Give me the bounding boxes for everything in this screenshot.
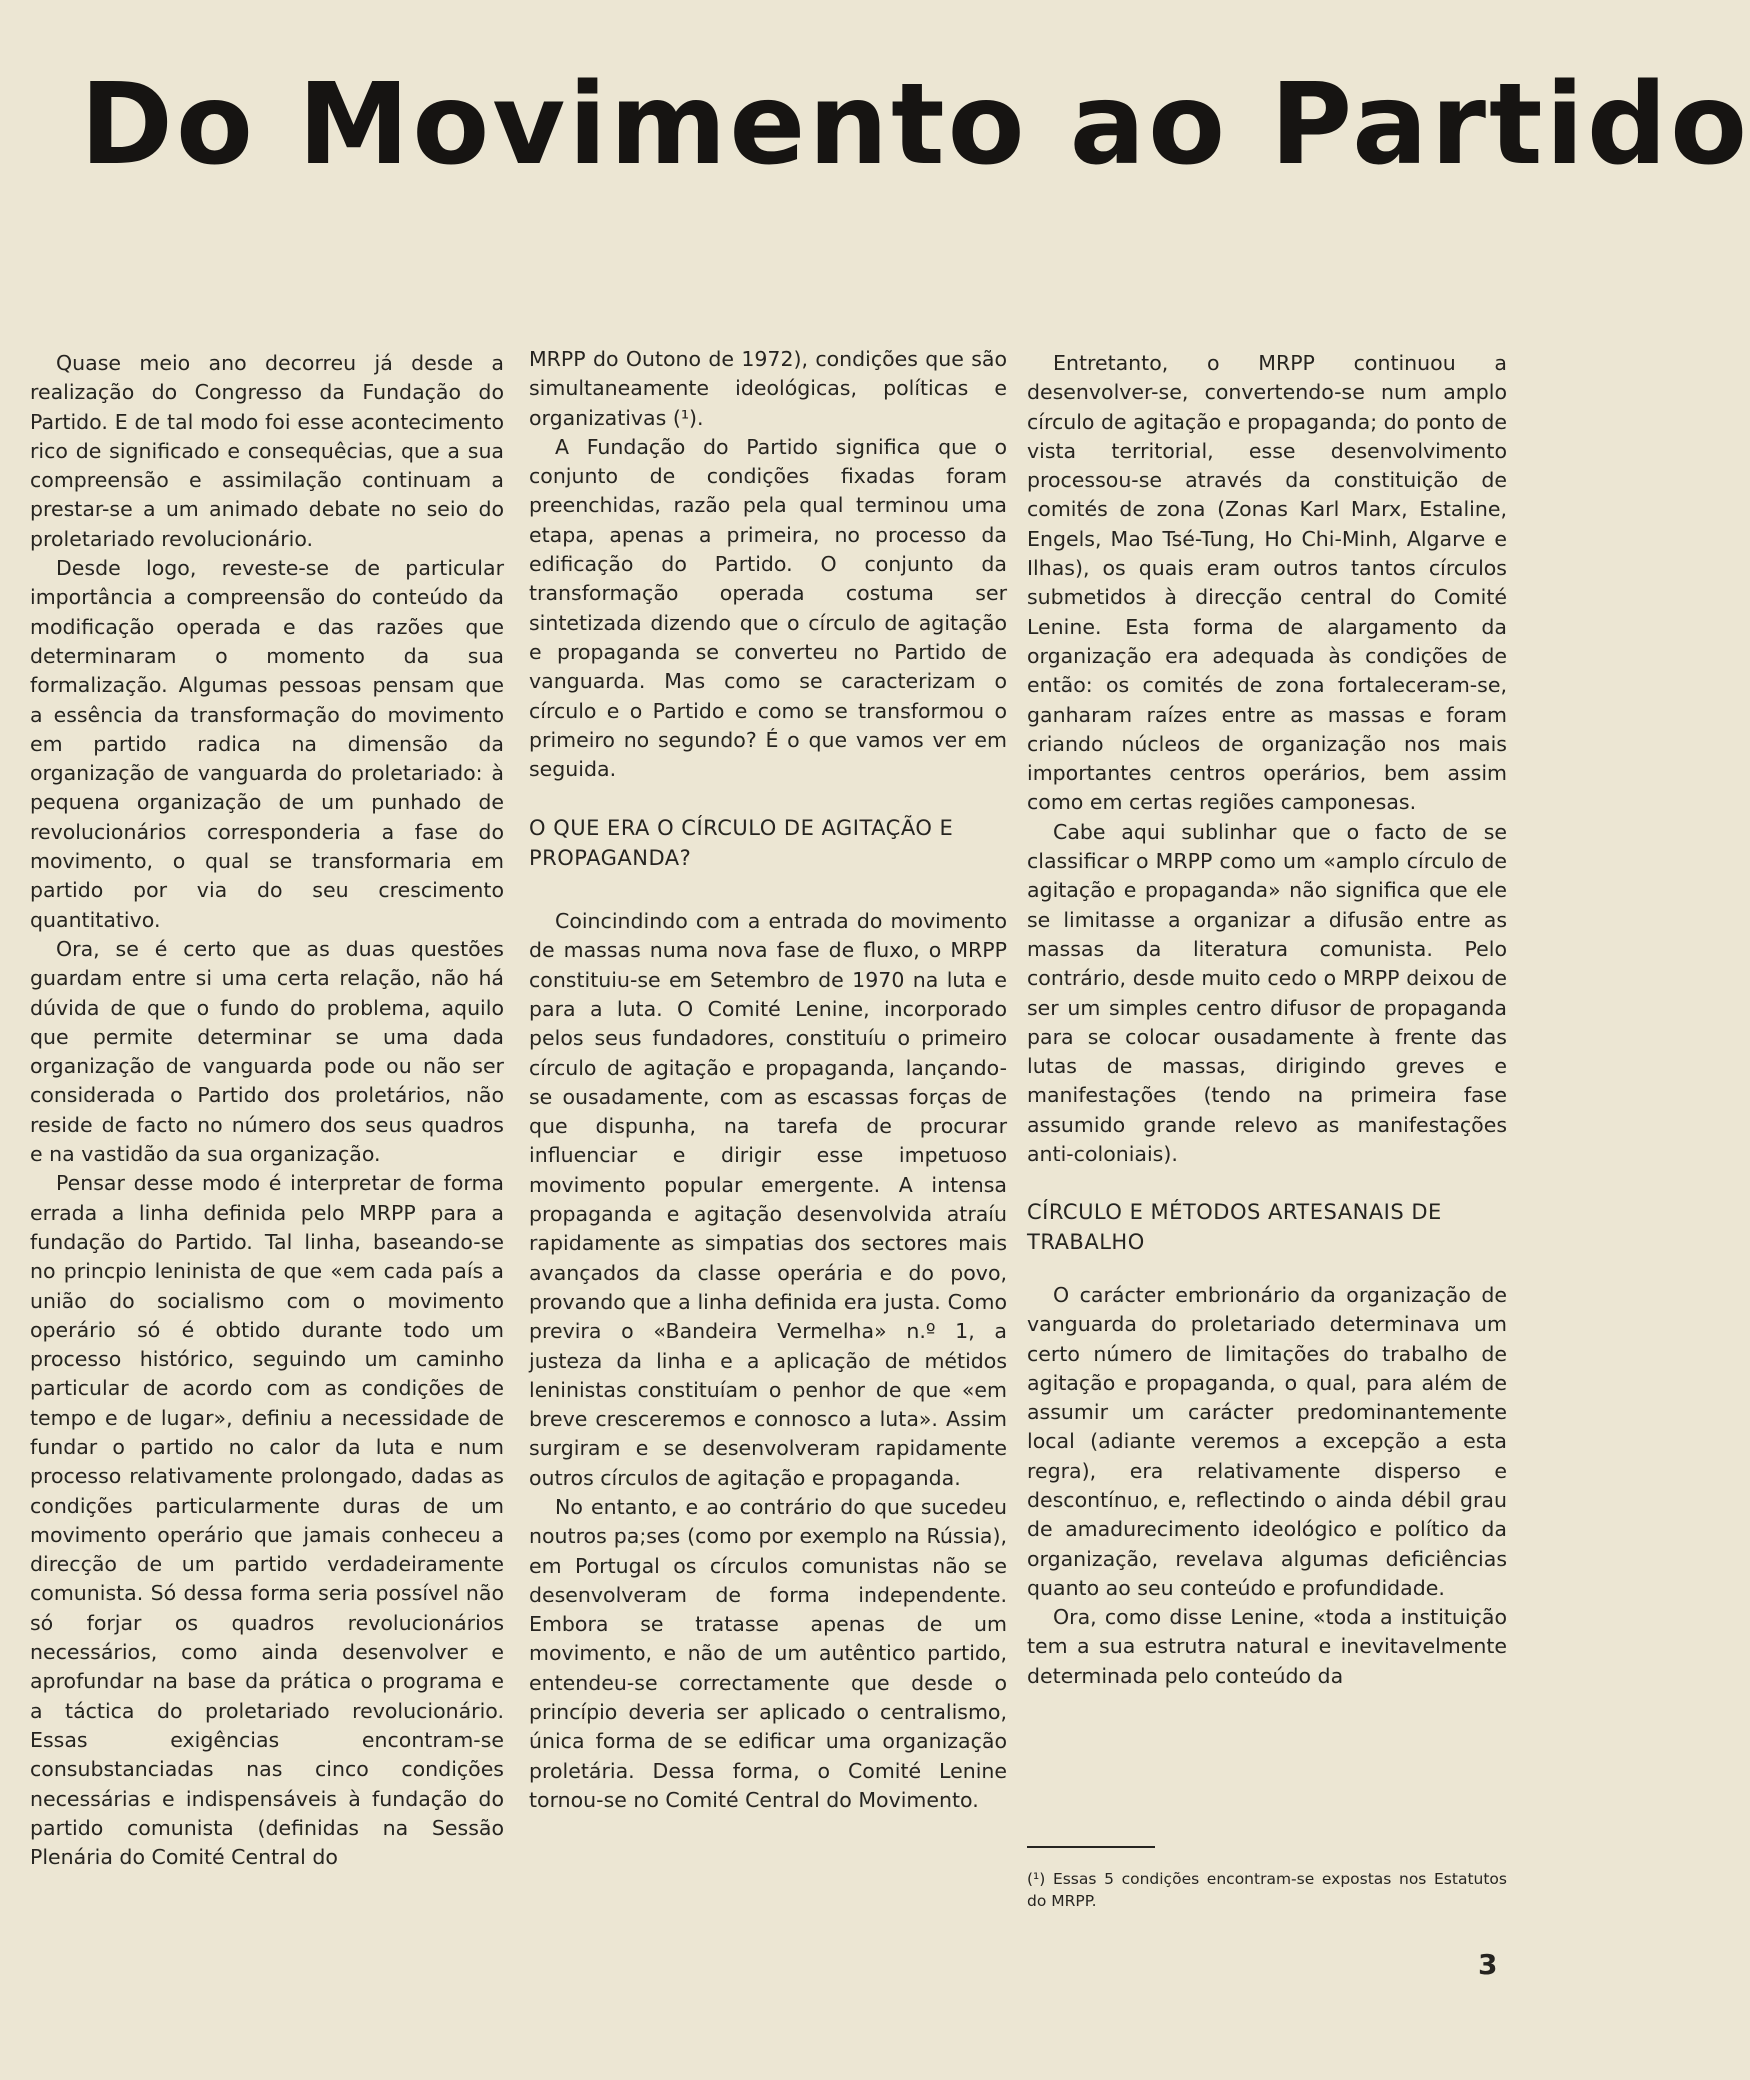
article-title: Do Movimento ao Partido (80, 60, 1750, 190)
paragraph: Desde logo, reveste-se de particular importância a compreensão do conteúdo da modificação operada e das razões que determinaram o momento da sua formalização. Algumas pessoas pensam que a essência da transformação do movimento em partido radica na dimensão da organização de vanguarda do proletariado: à pequena organização de um punhado de revolucionários corresponderia a fase do movimento, o qual se transformaria em partido por via do seu crescimento quantitativo. (30, 556, 504, 932)
paragraph: Cabe aqui sublinhar que o facto de se classificar o MRPP como um «amplo círculo de agitação e propaganda» não significa que ele se limitasse a organizar a difusão entre as massas da literatura comunista. Pelo contrário, desde muito cedo o MRPP deixou de ser um simples centro difusor de propaganda para se colocar ousadamente à frente das lutas de massas, dirigindo greves e manifestações (tendo na primeira fase assumido grande relevo as manifestações anti-coloniais). (1027, 819, 1507, 1167)
footnote-rule (1027, 1846, 1155, 1848)
paragraph: No entanto, e ao contrário do que sucedeu noutros pa;ses (como por exemplo na Rússia), em Portugal os círculos comunistas não se desenvolveram de forma independente. Embora se tratasse apenas de um movimento, e não de um autêntico partido, entendeu-se correctamente que desde o princípio deveria ser aplicado o centralismo, única forma de se edificar uma organização proletária. Dessa forma, o Comité Lenine tornou-se no Comité Central do Movimento. (529, 1494, 1007, 1812)
paragraph: Coincindindo com a entrada do movimento de massas numa nova fase de fluxo, o MRPP constituiu-se em Setembro de 1970 na luta e para a luta. O Comité Lenine, incorporado pelos seus fundadores, constituíu o primeiro círculo de agitação e propaganda, lançando-se ousadamente, com as escassas forças de que dispunha, na tarefa de procurar influenciar e dirigir esse impetuoso movimento popular emergente. A intensa propaganda e agitação desenvolvida atraíu rapidamente as simpatias dos sectores mais avançados da classe operária e do povo, provando que a linha definida era justa. Como previra o «Bandeira Vermelha» n.º 1, a justeza da linha e a aplicação de métidos leninistas constituíam o penhor de que «em breve cresceremos e connosco a luta». Assim surgiram e se desenvolveram rapidamente outros círculos de agitação e propaganda. (529, 909, 1007, 1490)
paragraph: Ora, se é certo que as duas questões guardam entre si uma certa relação, não há dúvida de que o fundo do problema, aquilo que permite determinar se uma dada organização de vanguarda pode ou não ser considerada o Partido dos proletários, não reside de facto no número dos seus quadros e na vastidão da sua organização. (30, 936, 504, 1167)
section-heading: CÍRCULO E MÉTODOS ARTESANAIS DE TRABALHO (1027, 1200, 1442, 1254)
column-3 (1027, 349, 1507, 1691)
paragraph: A Fundação do Partido significa que o conjunto de condições fixadas foram preenchidas, razão pela qual terminou uma etapa, apenas a primeira, no processo da edificação do Partido. O conjunto da transformação operada costuma ser sintetizada dizendo que o círculo de agitação e propaganda se converteu no Partido de vanguarda. Mas como se caracterizam o círculo e o Partido e como se transformou o primeiro no segundo? É o que vamos ver em seguida. (529, 434, 1007, 782)
paragraph: Ora, como disse Lenine, «toda a instituição tem a sua estrutra natural e inevitavelmente determinada pelo conteúdo da (1027, 1605, 1507, 1688)
column-1 (30, 345, 504, 1872)
column-2 (529, 345, 1007, 1815)
paragraph: Quase meio ano decorreu já desde a realização do Congresso da Fundação do Partido. E de tal modo foi esse acontecimento rico de significado e consequêcias, que a sua compreensão e assimilação continuam a prestar-se a um animado debate no seio do proletariado revolucionário. (30, 351, 504, 551)
paragraph: Pensar desse modo é interpretar de forma errada a linha definida pelo MRPP para a fundação do Partido. Tal linha, baseando-se no princpio leninista de que «em cada país a união do socialismo com o movimento operário só é obtido durante todo um processo histórico, seguindo um caminho particular de acordo com as condições de tempo e de lugar», definiu a necessidade de fundar o partido no calor da luta e num processo relativamente prolongado, dadas as condições particularmente duras de um movimento operário que jamais conheceu a direcção de um partido verdadeiramente comunista. Só dessa forma seria possível não só forjar os quadros revolucionários necessários, como ainda desenvolver e aprofundar na base da prática o programa e a táctica do proletariado revolucionário. Essas exigências encontram-se consubstanciadas nas cinco condições necessárias e indispensáveis à fundação do partido comunista (definidas na Sessão Plenária do Comité Central do (30, 1171, 504, 1870)
paragraph: MRPP do Outono de 1972), condições que são simultaneamente ideológicas, políticas e organizativas (¹). (529, 347, 1007, 430)
paragraph: O carácter embrionário da organização de vanguarda do proletariado determinava um certo número de limitações do trabalho de agitação e propaganda, o qual, para além de assumir um carácter predominantemente local (adiante veremos a excepção a esta regra), era relativamente disperso e descontínuo, e, reflectindo o ainda débil grau de amadurecimento ideológico e político da organização, revelava algumas deficiências quanto ao seu conteúdo e profundidade. (1027, 1282, 1507, 1600)
footnote: (¹) Essas 5 condições encontram-se expostas nos Estatutos do MRPP. (1027, 1870, 1507, 1910)
paragraph: Entretanto, o MRPP continuou a desenvolver-se, convertendo-se num amplo círculo de agitação e propaganda; do ponto de vista territorial, esse desenvolvimento processou-se através da constituição de comités de zona (Zonas Karl Marx, Estaline, Engels, Mao Tsé-Tung, Ho Chi-Minh, Algarve e Ilhas), os quais eram outros tantos círculos submetidos à direcção central do Comité Lenine. Esta forma de alargamento da organização era adequada às condições de então: os comités de zona fortaleceram-se, ganharam raízes entre as massas e foram criando núcleos de organização nos mais importantes centros operários, bem assim como em certas regiões camponesas. (1027, 351, 1508, 815)
section-heading: O QUE ERA O CÍRCULO DE AGITAÇÃO E PROPAGANDA? (529, 816, 954, 870)
page-number: 3 (1478, 1948, 1498, 1981)
